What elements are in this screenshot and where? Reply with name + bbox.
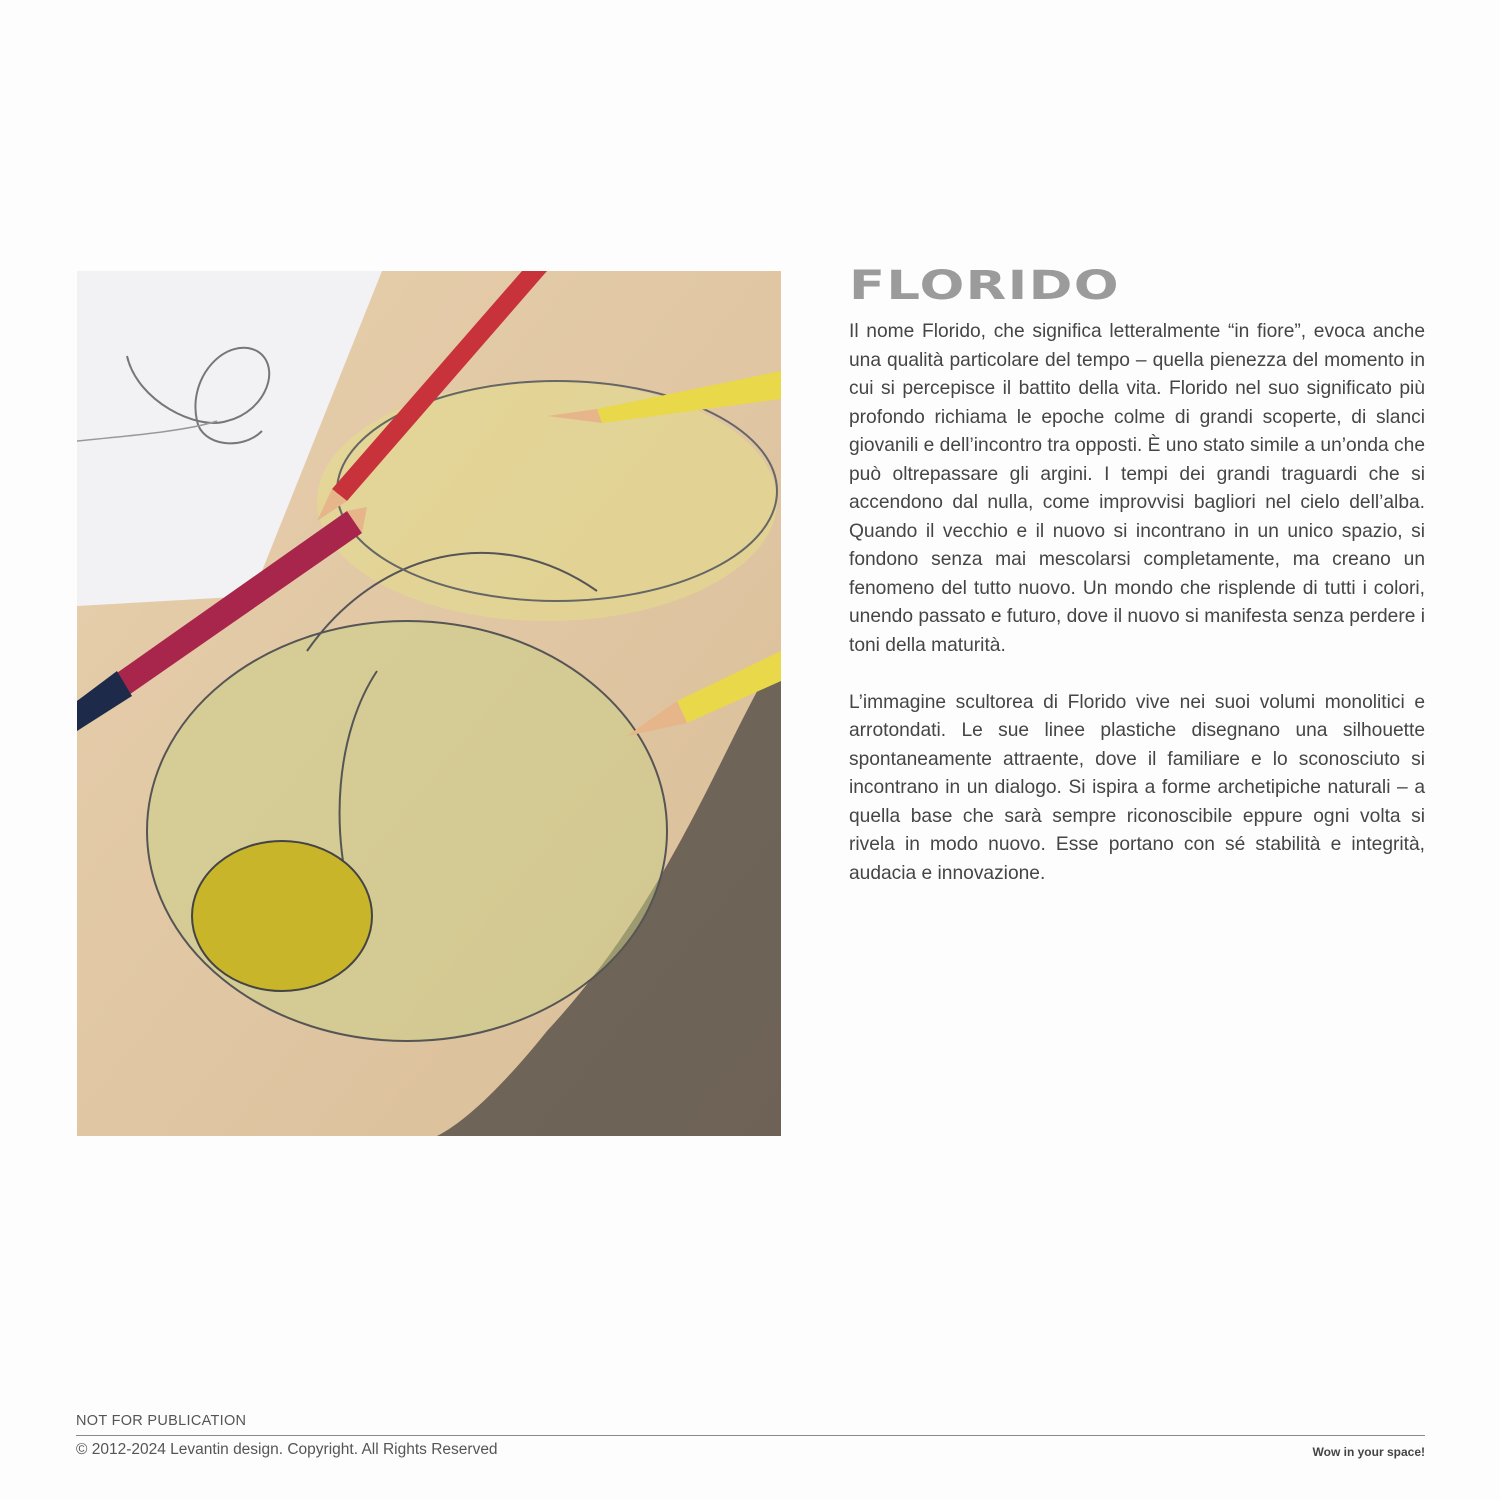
- sketch-yellow-detail: [192, 841, 372, 991]
- sketch-photo: [77, 271, 781, 1136]
- copyright-text: © 2012-2024 Levantin design. Copyright. All Rights Reserved: [76, 1441, 498, 1458]
- not-for-publication-label: NOT FOR PUBLICATION: [76, 1413, 247, 1429]
- product-description: [849, 318, 1425, 917]
- sketch-seat: [147, 621, 667, 1041]
- product-title: FLORIDO: [849, 263, 1120, 309]
- sketch-backrest: [317, 381, 777, 621]
- brand-tagline: Wow in your space!: [1312, 1445, 1425, 1459]
- description-paragraph: Il nome Florido, che significa letteralmente “in fiore”, evoca anche una qualità particolare del tempo – quella pienezza del momento in cui si percepisce il battito della vita. Florido nel suo significato più profondo richiama le epoche colme di grandi scoperte, di slanci giovanili e dell’incontro tra opposti. È uno stato simile a un’onda che può oltrepassare gli argini. I tempi dei grandi traguardi che si accendono dal nulla, come improvvisi bagliori nel cielo dell’alba. Quando il vecchio e il nuovo si incontrano in un unico spazio, si fondono senza mai mescolarsi completamente, ma creano un fenomeno del tutto nuovo. Un mondo che risplende di tutti i colori, unendo passato e futuro, dove il nuovo si manifesta senza perdere i toni della maturità.: [849, 321, 1425, 656]
- footer-divider: [76, 1435, 1425, 1436]
- description-paragraph: L’immagine scultorea di Florido vive nei suoi volumi monolitici e arrotondati. Le sue linee plastiche disegnano una silhouette spontaneamente attraente, dove il familiare e lo sconosciuto si incontrano in un dialogo. Si ispira a forme archetipiche naturali – a quella base che sarà sempre riconoscibile eppure ogni volta si rivela in modo nuovo. Esse portano con sé stabilità e integrità, audacia e innovazione.: [849, 691, 1425, 884]
